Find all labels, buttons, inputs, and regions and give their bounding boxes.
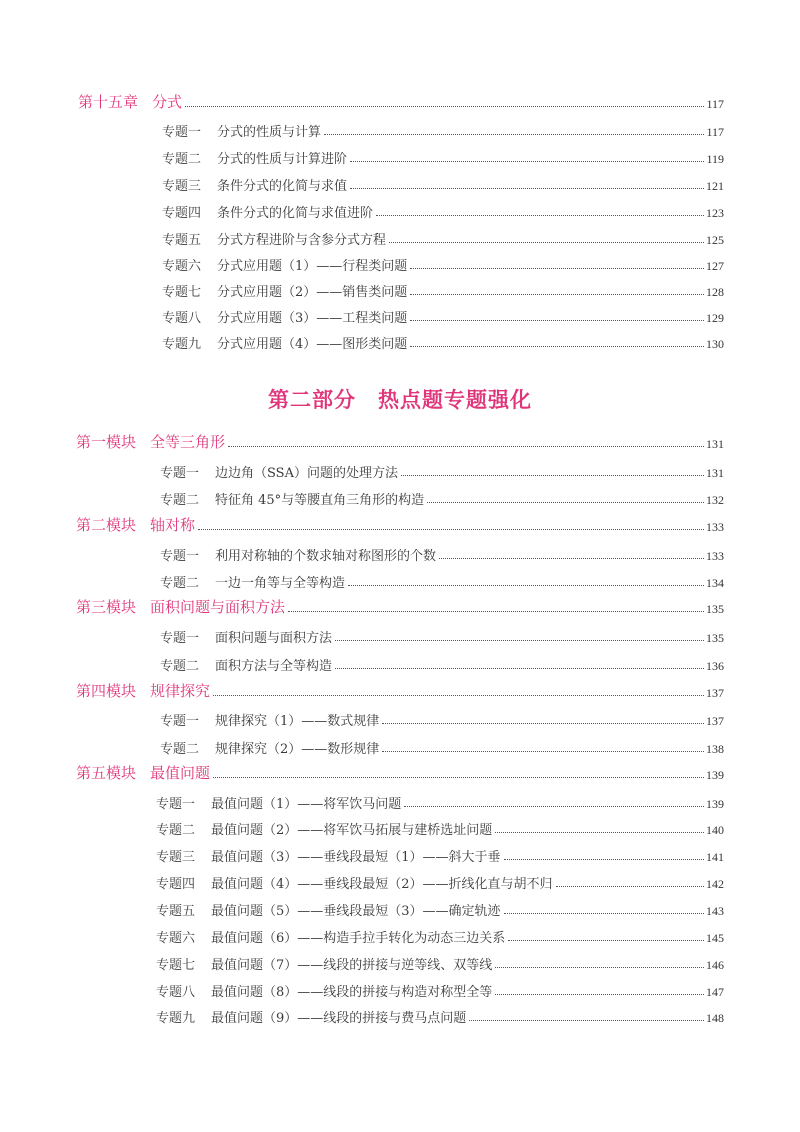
topic-entry[interactable] xyxy=(156,897,724,919)
topic-number: 专题七 xyxy=(162,285,202,300)
page-number: 135 xyxy=(706,631,724,645)
topic-number: 专题一 xyxy=(162,125,202,140)
module-entry[interactable] xyxy=(76,761,724,783)
leader-dots xyxy=(504,912,704,914)
topic-number: 专题一 xyxy=(156,797,196,812)
page-number: 132 xyxy=(706,493,724,507)
page-number: 129 xyxy=(706,311,724,325)
topic-entry[interactable] xyxy=(162,330,724,352)
topic-number: 专题一 xyxy=(160,549,200,564)
page-number: 139 xyxy=(706,797,724,811)
module-entry[interactable] xyxy=(76,595,724,617)
topic-number: 专题八 xyxy=(162,311,202,326)
module-number: 第三模块 xyxy=(76,598,137,616)
module-title: 轴对称 xyxy=(150,516,196,534)
page-number: 117 xyxy=(706,97,724,111)
page-number: 143 xyxy=(706,904,724,918)
leader-dots xyxy=(382,722,704,724)
topic-title: 最值问题（4）——垂线段最短（2）——折线化直与胡不归 xyxy=(211,877,553,892)
topic-title: 特征角 45°与等腰直角三角形的构造 xyxy=(215,493,425,508)
topic-number: 专题五 xyxy=(156,904,196,919)
page-number: 117 xyxy=(706,125,724,139)
topic-title: 最值问题（2）——将军饮马拓展与建桥选址问题 xyxy=(211,823,493,838)
topic-title: 分式应用题（2）——销售类问题 xyxy=(217,285,408,300)
leader-dots xyxy=(288,610,704,612)
page-number: 136 xyxy=(706,659,724,673)
leader-dots xyxy=(495,966,704,968)
topic-entry[interactable] xyxy=(156,843,724,865)
topic-number: 专题二 xyxy=(162,152,202,167)
topic-title: 利用对称轴的个数求轴对称图形的个数 xyxy=(215,549,437,564)
page-number: 135 xyxy=(706,602,724,616)
topic-number: 专题三 xyxy=(156,850,196,865)
topic-entry[interactable] xyxy=(156,816,724,838)
leader-dots xyxy=(495,993,704,995)
page-number: 121 xyxy=(706,179,724,193)
page-number: 128 xyxy=(706,285,724,299)
leader-dots xyxy=(401,474,704,476)
topic-number: 专题四 xyxy=(156,877,196,892)
topic-entry[interactable] xyxy=(160,652,724,674)
page-number: 140 xyxy=(706,823,724,837)
leader-dots xyxy=(427,501,704,503)
chapter-label xyxy=(78,91,182,112)
leader-dots xyxy=(508,939,704,941)
module-number: 第五模块 xyxy=(76,764,137,782)
topic-entry[interactable] xyxy=(160,707,724,729)
leader-dots xyxy=(382,750,704,752)
topic-entry[interactable] xyxy=(162,172,724,194)
topic-entry[interactable] xyxy=(160,624,724,646)
topic-title: 最值问题（9）——线段的拼接与费马点问题 xyxy=(211,1011,467,1026)
topic-title: 最值问题（6）——构造手拉手转化为动态三边关系 xyxy=(211,931,506,946)
topic-entry[interactable] xyxy=(156,870,724,892)
leader-dots xyxy=(376,214,704,216)
page-number: 139 xyxy=(706,768,724,782)
leader-dots xyxy=(213,694,704,696)
topic-entry[interactable] xyxy=(156,1004,724,1026)
page-number: 141 xyxy=(706,850,724,864)
topic-number: 专题四 xyxy=(162,206,202,221)
topic-title: 最值问题（8）——线段的拼接与构造对称型全等 xyxy=(211,985,493,1000)
leader-dots xyxy=(350,160,704,162)
page-number: 130 xyxy=(706,337,724,351)
page-number: 148 xyxy=(706,1011,724,1025)
topic-title: 分式的性质与计算进阶 xyxy=(217,152,348,167)
topic-title: 规律探究（1）——数式规律 xyxy=(215,714,380,729)
page-number: 123 xyxy=(706,206,724,220)
page-number: 119 xyxy=(706,152,724,166)
module-title: 面积问题与面积方法 xyxy=(150,598,286,616)
page-number: 145 xyxy=(706,931,724,945)
topic-title: 规律探究（2）——数形规律 xyxy=(215,742,380,757)
topic-number: 专题三 xyxy=(162,179,202,194)
page-number: 133 xyxy=(706,520,724,534)
topic-title: 最值问题（3）——垂线段最短（1）——斜大于垂 xyxy=(211,850,501,865)
topic-number: 专题一 xyxy=(160,714,200,729)
topic-entry[interactable] xyxy=(162,304,724,326)
topic-title: 分式的性质与计算 xyxy=(217,125,322,140)
topic-number: 专题二 xyxy=(160,493,200,508)
topic-entry[interactable] xyxy=(160,459,724,481)
topic-entry[interactable] xyxy=(156,951,724,973)
topic-title: 面积方法与全等构造 xyxy=(215,659,333,674)
page-number: 147 xyxy=(706,985,724,999)
module-number: 第四模块 xyxy=(76,682,137,700)
page-number: 131 xyxy=(706,437,724,451)
topic-entry[interactable] xyxy=(160,542,724,564)
page-number: 137 xyxy=(706,714,724,728)
leader-dots xyxy=(335,667,704,669)
leader-dots xyxy=(350,187,704,189)
leader-dots xyxy=(185,105,704,107)
leader-dots xyxy=(504,858,704,860)
leader-dots xyxy=(348,584,704,586)
page-number: 133 xyxy=(706,549,724,563)
page-number: 125 xyxy=(706,233,724,247)
topic-number: 专题二 xyxy=(156,823,196,838)
chapter-title: 分式 xyxy=(152,93,183,111)
module-title: 规律探究 xyxy=(150,682,211,700)
topic-entry[interactable] xyxy=(160,735,724,757)
leader-dots xyxy=(213,776,704,778)
leader-dots xyxy=(439,557,704,559)
topic-title: 分式应用题（1）——行程类问题 xyxy=(217,259,408,274)
topic-entry[interactable] xyxy=(162,226,724,248)
page-number: 137 xyxy=(706,686,724,700)
topic-number: 专题一 xyxy=(160,466,200,481)
topic-entry[interactable] xyxy=(156,924,724,946)
topic-title: 最值问题（5）——垂线段最短（3）——确定轨迹 xyxy=(211,904,501,919)
topic-title: 分式应用题（3）——工程类问题 xyxy=(217,311,408,326)
topic-number: 专题六 xyxy=(162,259,202,274)
page-number: 142 xyxy=(706,877,724,891)
topic-number: 专题五 xyxy=(162,233,202,248)
leader-dots xyxy=(410,293,704,295)
leader-dots xyxy=(469,1019,704,1021)
topic-title: 最值问题（7）——线段的拼接与逆等线、双等线 xyxy=(211,958,493,973)
page-number: 127 xyxy=(706,259,724,273)
chapter-entry[interactable] xyxy=(78,90,724,112)
topic-entry[interactable] xyxy=(156,790,724,812)
part-title: 第二部分 热点题专题强化 xyxy=(268,387,532,412)
leader-dots xyxy=(556,885,704,887)
page-number: 131 xyxy=(706,466,724,480)
leader-dots xyxy=(404,805,704,807)
topic-entry[interactable] xyxy=(162,199,724,221)
module-title: 最值问题 xyxy=(150,764,211,782)
module-entry[interactable] xyxy=(76,679,724,701)
topic-title: 分式方程进阶与含参分式方程 xyxy=(217,233,387,248)
topic-entry[interactable] xyxy=(162,252,724,274)
leader-dots xyxy=(495,831,704,833)
module-title: 全等三角形 xyxy=(150,433,226,451)
module-number: 第一模块 xyxy=(76,433,137,451)
leader-dots xyxy=(389,241,704,243)
page-number: 134 xyxy=(706,576,724,590)
topic-number: 专题七 xyxy=(156,958,196,973)
topic-title: 一边一角等与全等构造 xyxy=(215,576,346,591)
topic-title: 面积问题与面积方法 xyxy=(215,631,333,646)
leader-dots xyxy=(335,639,704,641)
topic-number: 专题二 xyxy=(160,742,200,757)
module-number: 第二模块 xyxy=(76,516,137,534)
module-entry[interactable] xyxy=(76,430,724,452)
topic-title: 分式应用题（4）——图形类问题 xyxy=(217,337,408,352)
topic-entry[interactable] xyxy=(162,118,724,140)
leader-dots xyxy=(198,528,704,530)
topic-number: 专题九 xyxy=(156,1011,196,1026)
module-entry[interactable] xyxy=(76,513,724,535)
topic-entry[interactable] xyxy=(156,978,724,1000)
leader-dots xyxy=(228,445,704,447)
page-number: 146 xyxy=(706,958,724,972)
topic-entry[interactable] xyxy=(160,486,724,508)
topic-number: 专题二 xyxy=(160,659,200,674)
topic-entry[interactable] xyxy=(162,145,724,167)
leader-dots xyxy=(410,267,704,269)
leader-dots xyxy=(410,319,704,321)
leader-dots xyxy=(410,345,704,347)
topic-number: 专题二 xyxy=(160,576,200,591)
topic-title: 条件分式的化简与求值进阶 xyxy=(217,206,374,221)
topic-number: 专题六 xyxy=(156,931,196,946)
page-number: 138 xyxy=(706,742,724,756)
topic-entry[interactable] xyxy=(162,278,724,300)
topic-number: 专题一 xyxy=(160,631,200,646)
chapter-number: 第十五章 xyxy=(78,93,139,111)
topic-number: 专题八 xyxy=(156,985,196,1000)
topic-number: 专题九 xyxy=(162,337,202,352)
topic-title: 边边角（SSA）问题的处理方法 xyxy=(215,466,398,481)
topic-title: 条件分式的化简与求值 xyxy=(217,179,348,194)
topic-title: 最值问题（1）——将军饮马问题 xyxy=(211,797,402,812)
topic-entry[interactable] xyxy=(160,569,724,591)
leader-dots xyxy=(324,133,704,135)
